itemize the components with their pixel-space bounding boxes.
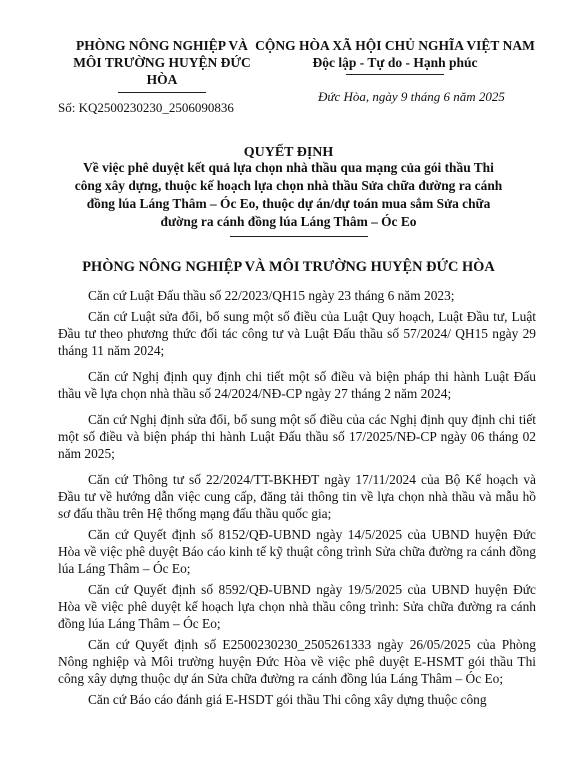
document-subject [62, 159, 515, 231]
subject-line: đồng lúa Láng Thâm – Óc Eo, thuộc dự án/dự toán mua sắm Sửa chữa [86, 196, 491, 211]
motto-underline [346, 74, 444, 75]
subject-line: đường ra cánh đồng lúa Láng Thâm – Óc Eo [160, 214, 417, 229]
legal-basis: Căn cứ Nghị định sửa đổi, bổ sung một số điều của các Nghị định quy định chi tiết một số điều và biện pháp thi hành Luật Đấu thầu số 17/2025/NĐ-CP ngày 06 tháng 02 năm 2025; [58, 412, 536, 461]
legal-basis: Căn cứ Thông tư số 22/2024/TT-BKHĐT ngày 17/11/2024 của Bộ Kế hoạch và Đầu tư về hướng dẫn việc cung cấp, đăng tải thông tin về lựa chọn nhà thầu và mẫu hồ sơ đấu thầu trên Hệ thống mạng đấu thầu quốc gia; [58, 472, 536, 521]
place-and-date: Đức Hòa, ngày 9 tháng 6 năm 2025 [318, 89, 505, 104]
reference-number: Số: KQ2500230230_2506090836 [58, 100, 234, 115]
legal-basis: Căn cứ Quyết định số 8152/QĐ-UBND ngày 14/5/2025 của UBND huyện Đức Hòa về việc phê duyệt Báo cáo kinh tế kỹ thuật công trình Sửa chữa đường ra cánh đồng lúa Láng Thâm – Óc Eo; [58, 527, 536, 576]
legal-basis: Căn cứ Nghị định quy định chi tiết một số điều và biện pháp thi hành Luật Đấu thầu về lựa chọn nhà thầu số 24/2024/NĐ-CP ngày 27 tháng 2 năm 2024; [58, 369, 536, 401]
issuing-organization [58, 37, 266, 88]
org-line-3: HÒA [146, 72, 178, 87]
org-line-2: MÔI TRƯỜNG HUYỆN ĐỨC [73, 55, 251, 70]
org-line-1: PHÒNG NÔNG NGHIỆP VÀ [76, 38, 248, 53]
issuing-authority: PHÒNG NÔNG NGHIỆP VÀ MÔI TRƯỜNG HUYỆN ĐỨC HÒA [82, 259, 495, 275]
national-motto: Độc lập - Tự do - Hạnh phúc [312, 55, 478, 70]
subject-line: công xây dựng, thuộc kế hoạch lựa chọn nhà thầu Sửa chữa đường ra cánh [74, 178, 503, 193]
national-heading [252, 37, 538, 71]
subject-line: Về việc phê duyệt kết quả lựa chọn nhà thầu qua mạng của gói thầu Thi [83, 160, 494, 175]
legal-basis: Căn cứ Quyết định số E2500230230_2505261333 ngày 26/05/2025 của Phòng Nông nghiệp và Môi trường huyện Đức Hòa về việc phê duyệt E-HSMT gói thầu Thi công xây dựng thuộc dự án Sửa chữa đường ra cánh đồng lúa Láng Thâm – Óc Eo; [58, 637, 536, 686]
title-underline [230, 236, 368, 237]
legal-bases [58, 287, 536, 708]
nation-name: CỘNG HÒA XÃ HỘI CHỦ NGHĨA VIỆT NAM [255, 38, 535, 53]
legal-basis: Căn cứ Báo cáo đánh giá E-HSDT gói thầu Thi công xây dựng thuộc công [88, 692, 487, 707]
legal-basis: Căn cứ Luật sửa đổi, bổ sung một số điều của Luật Quy hoạch, Luật Đầu tư, Luật Đầu tư theo phương thức đối tác công tư và Luật Đấu thầu số 57/2024/ QH15 ngày 29 tháng 11 năm 2024; [58, 309, 536, 358]
legal-basis: Căn cứ Quyết định số 8592/QĐ-UBND ngày 19/5/2025 của UBND huyện Đức Hòa về việc phê duyệt kế hoạch lựa chọn nhà thầu công trình: Sửa chữa đường ra cánh đồng lúa Láng Thâm – Óc Eo; [58, 582, 536, 631]
document-type: QUYẾT ĐỊNH [243, 145, 334, 160]
org-underline [118, 92, 206, 93]
legal-basis: Căn cứ Luật Đấu thầu số 22/2023/QH15 ngày 23 tháng 6 năm 2023; [88, 288, 455, 303]
